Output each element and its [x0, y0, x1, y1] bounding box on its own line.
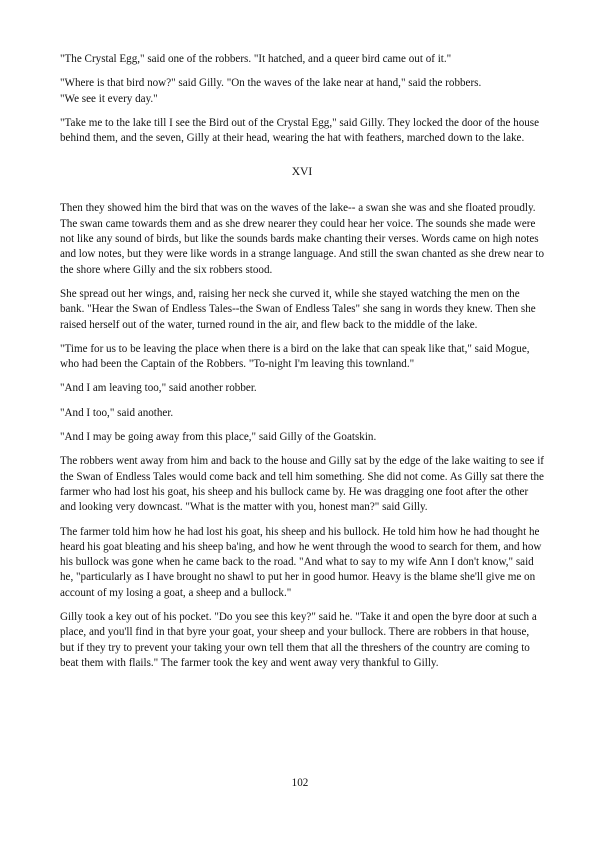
chapter-heading: XVI — [291, 165, 313, 179]
paragraph: Gilly took a key out of his pocket. "Do you see this key?" said he. "Take it and open the byre door at such a place, and you'll find in that byre your goat, your sheep and your bullock. There are robbers in that house, but if they try to prevent your taking your own tell them that all the threshers of the country are coming to beat them with flails." The farmer took the key and went away very thankful to Gilly. — [60, 611, 537, 669]
paragraph: She spread out her wings, and, raising her neck she curved it, while she stayed watching the men on the bank. "Hear the Swan of Endless Tales--the Swan of Endless Tales" she sang in words they knew. Then she raised herself out of the water, turned round in the air, and flew back to the middle of the lake. — [60, 287, 536, 331]
paragraph: The farmer told him how he had lost his goat, his sheep and his bullock. He told him how he had thought he heard his goat bleating and his sheep ba'ing, and how he went through the wood to search for them, and how his bullock was gone when he came back to the road. "And what to say to my wife Ann I don't know," said he, "particularly as I have brought no shawl to put her in good humor. Heavy is the blame she'll give me on account of my losing a goat, a sheep and a bullock." — [60, 525, 542, 599]
paragraph: "Time for us to be leaving the place when there is a bird on the lake that can speak like that," said Mogue, who had been the Captain of the Robbers. "To-night I'm leaving this townland." — [60, 342, 530, 371]
paragraph: "Where is that bird now?" said Gilly. "On the waves of the lake near at hand," said the robbers. "We see it every day." — [60, 77, 482, 105]
page-body — [60, 52, 544, 680]
paragraph: The robbers went away from him and back to the house and Gilly sat by the edge of the lake waiting to see if the Swan of Endless Tales would come back and tell him something. She did not come. As Gilly sat there the farmer who had lost his goat, his sheep and his bullock came by. He was dragging one foot after the other and looking very downcast. "What is the matter with you, honest man?" said Gilly. — [60, 455, 544, 514]
paragraph: "And I too," said another. — [60, 406, 174, 419]
paragraph: "The Crystal Egg," said one of the robbers. "It hatched, and a queer bird came out of it." — [60, 53, 452, 65]
paragraph: Then they showed him the bird that was on the waves of the lake-- a swan she was and she floated proudly. The swan came towards them and as she drew nearer they could hear her voice. The sounds she made were not like any sound of birds, but like the sounds bards make chanting their verses. Words came on high notes and low notes, but they were like words in a strange language. And still the swan chanted as she drew near to the shore where Gilly and the six robbers stood. — [60, 202, 544, 276]
paragraph: "And I may be going away from this place," said Gilly of the Goatskin. — [60, 431, 377, 444]
paragraph: "Take me to the lake till I see the Bird out of the Crystal Egg," said Gilly. They locked the door of the house behind them, and the seven, Gilly at their head, wearing the hat with feathers, marched down to the lake. — [60, 116, 540, 145]
page-number: 102 — [291, 777, 309, 789]
paragraph: "And I am leaving too," said another robber. — [60, 382, 257, 395]
